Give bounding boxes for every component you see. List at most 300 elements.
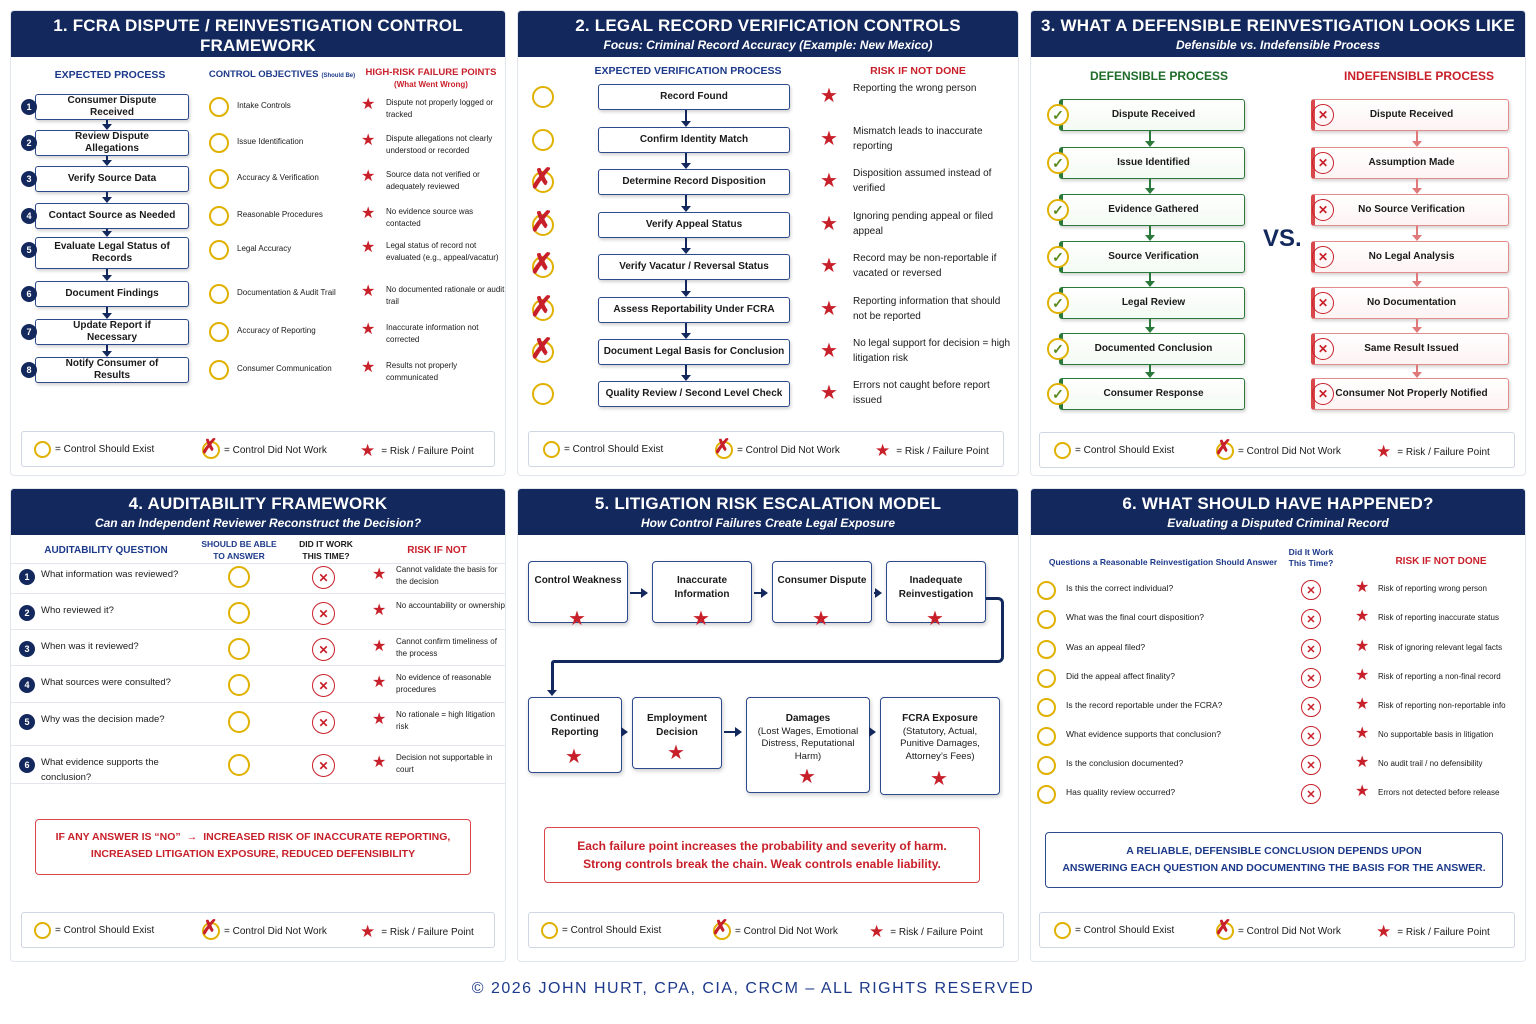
legend-item-notwork xyxy=(712,917,838,940)
star-icon: ★ xyxy=(372,754,387,771)
x-icon: ✕ xyxy=(1301,755,1321,775)
star-icon: ★ xyxy=(361,359,376,376)
star-icon: ★ xyxy=(812,608,830,630)
banner-line: A RELIABLE, DEFENSIBLE CONCLUSION DEPENDS UPON xyxy=(1126,845,1422,857)
defensible-step: Dispute Received xyxy=(1059,99,1245,131)
star-icon: ★ xyxy=(1355,638,1370,655)
control-objective: Documentation & Audit Trail xyxy=(237,288,336,297)
circle-icon xyxy=(209,360,229,380)
divider xyxy=(11,702,506,703)
x-icon xyxy=(714,436,733,459)
header-note: (Should Be) xyxy=(321,73,356,79)
x-mark: ✗ xyxy=(530,163,554,194)
star-icon: ★ xyxy=(1376,442,1392,461)
question-text: Was an appeal filed? xyxy=(1066,642,1146,652)
legend-item-notwork xyxy=(201,436,327,459)
panel-subtitle: Defensible vs. Indefensible Process xyxy=(1175,38,1381,52)
indefensible-step: Dispute Received xyxy=(1311,99,1509,131)
panel-defensible-process xyxy=(1030,10,1526,476)
legend-label: = Risk / Failure Point xyxy=(1397,446,1490,458)
note-banner xyxy=(544,827,980,883)
star-icon: ★ xyxy=(667,742,685,764)
legend-label: = Control Did Not Work xyxy=(224,925,327,937)
question-text: Is this the correct individual? xyxy=(1066,583,1174,593)
risk-text: Reporting information that should not be reported xyxy=(853,296,1001,322)
column-header-risk: RISK IF NOT xyxy=(407,545,467,556)
x-icon: ✕ xyxy=(312,674,335,697)
legend-item-risk xyxy=(869,922,983,942)
question-text: Who reviewed it? xyxy=(41,605,114,616)
risk-text: Cannot confirm timeliness of the process xyxy=(396,637,497,658)
process-step: Document Findings xyxy=(35,281,189,307)
control-objective: Intake Controls xyxy=(237,101,291,110)
star-icon: ★ xyxy=(360,922,376,941)
circle-icon xyxy=(228,602,250,624)
step-head: FCRA Exposure xyxy=(902,713,978,724)
x-icon xyxy=(201,436,220,459)
control-objective: Consumer Communication xyxy=(237,364,332,373)
step-number: 7 xyxy=(21,324,37,340)
x-icon xyxy=(530,248,554,279)
x-mark: ✗ xyxy=(714,436,731,458)
risk-text: Inaccurate information not corrected xyxy=(386,323,479,344)
verification-step: Record Found xyxy=(598,84,790,110)
banner-text: INCREASED RISK OF INACCURATE REPORTING, xyxy=(203,831,451,843)
defensible-step: Issue Identified xyxy=(1059,147,1245,179)
control-objective: Issue Identification xyxy=(237,137,304,146)
risk-text: Risk of reporting a non-final record xyxy=(1378,672,1501,681)
star-icon: ★ xyxy=(360,441,376,460)
panel-legal-verification xyxy=(517,10,1019,476)
x-icon: ✕ xyxy=(1312,104,1334,126)
check-icon: ✓ xyxy=(1047,246,1069,268)
note-line: Each failure point increases the probability and severity of harm. xyxy=(577,839,947,853)
circle-icon xyxy=(209,97,229,117)
connector-line xyxy=(986,597,1004,663)
panel-defensible-process-header xyxy=(1031,11,1525,57)
verification-step: Document Legal Basis for Conclusion xyxy=(598,339,790,365)
legend-item-risk xyxy=(360,441,474,461)
control-objective: Accuracy & Verification xyxy=(237,173,319,182)
risk-text: Source data not verified or adequately reviewed xyxy=(386,170,480,191)
step-number: 4 xyxy=(21,208,37,224)
panel-subtitle: How Control Failures Create Legal Exposure xyxy=(640,516,896,530)
risk-text: Mismatch leads to inaccurate reporting xyxy=(853,126,983,152)
star-icon: ★ xyxy=(568,608,586,630)
circle-icon xyxy=(1037,640,1056,659)
x-icon xyxy=(530,333,554,364)
risk-text: Risk of reporting inaccurate status xyxy=(1378,613,1499,622)
risk-text: Record may be non-reportable if vacated or reversed xyxy=(853,253,997,279)
verification-step: Verify Vacatur / Reversal Status xyxy=(598,254,790,280)
circle-icon xyxy=(1037,756,1056,775)
x-icon: ✕ xyxy=(1312,246,1334,268)
legend-item-exist xyxy=(1054,442,1174,459)
question-number: 4 xyxy=(19,677,35,693)
circle-icon xyxy=(209,169,229,189)
indefensible-step: Assumption Made xyxy=(1311,147,1509,179)
risk-text: No legal support for decision = high litigation risk xyxy=(853,338,1011,364)
verification-step: Quality Review / Second Level Check xyxy=(598,381,790,407)
panel-subtitle: What a Reasonable Dispute Process Should Include xyxy=(109,58,407,72)
connector-line xyxy=(554,660,988,663)
legend-item-notwork xyxy=(714,436,840,459)
legend xyxy=(1039,912,1515,948)
circle-icon xyxy=(1037,698,1056,717)
x-mark: ✗ xyxy=(712,917,729,939)
x-icon: ✕ xyxy=(312,602,335,625)
x-icon: ✕ xyxy=(1312,292,1334,314)
panel-auditability-header xyxy=(11,489,505,535)
star-icon: ★ xyxy=(372,711,387,728)
star-icon: ★ xyxy=(361,168,376,185)
x-icon xyxy=(1215,437,1234,460)
indefensible-step: Same Result Issued xyxy=(1311,333,1509,365)
circle-icon xyxy=(1037,610,1056,629)
risk-text: Results not properly communicated xyxy=(386,361,458,382)
step-number: 2 xyxy=(21,135,37,151)
defensible-step: Source Verification xyxy=(1059,241,1245,273)
circle-icon xyxy=(209,133,229,153)
star-icon: ★ xyxy=(875,441,891,460)
x-icon: ✕ xyxy=(1301,784,1321,804)
risk-text: No documented rationale or audit trail xyxy=(386,285,505,306)
step-detail: (Lost Wages, Emotional Distress, Reputational Harm) xyxy=(757,725,859,763)
banner-line xyxy=(36,829,470,846)
x-icon xyxy=(1215,917,1234,940)
circle-icon xyxy=(209,206,229,226)
verification-step: Assess Reportability Under FCRA xyxy=(598,297,790,323)
legend-item-notwork xyxy=(1215,917,1341,940)
question-number: 1 xyxy=(19,569,35,585)
column-header-risk-note: (What Went Wrong) xyxy=(394,80,468,89)
verification-step: Verify Appeal Status xyxy=(598,212,790,238)
note-line: Strong controls break the chain. Weak controls enable liability. xyxy=(583,857,941,871)
x-mark: ✗ xyxy=(1215,437,1232,459)
circle-icon xyxy=(228,566,250,588)
panel-title: 1. FCRA DISPUTE / REINVESTIGATION CONTROL FRAMEWORK xyxy=(53,16,463,55)
x-icon: ✕ xyxy=(312,711,335,734)
circle-icon xyxy=(34,922,51,939)
column-header-should: SHOULD BE ABLE TO ANSWER xyxy=(201,539,277,561)
legend-label: = Control Did Not Work xyxy=(224,444,327,456)
risk-text: No accountability or ownership xyxy=(396,601,505,610)
star-icon: ★ xyxy=(1355,579,1370,596)
legend-label: = Risk / Failure Point xyxy=(1397,926,1490,938)
process-step: Evaluate Legal Status of Records xyxy=(35,237,189,269)
question-text: What information was reviewed? xyxy=(41,569,179,580)
circle-icon xyxy=(543,441,560,458)
legend-label: = Control Should Exist xyxy=(562,925,662,936)
indefensible-step: No Documentation xyxy=(1311,287,1509,319)
risk-text: No audit trail / no defensibility xyxy=(1378,759,1483,768)
circle-icon xyxy=(209,284,229,304)
x-icon: ✕ xyxy=(1312,338,1334,360)
legend-label: = Control Did Not Work xyxy=(737,444,840,456)
legend-item-exist xyxy=(1054,922,1174,939)
star-icon: ★ xyxy=(1376,922,1392,941)
x-icon: ✕ xyxy=(1301,668,1321,688)
legend-label: = Control Did Not Work xyxy=(735,925,838,937)
panel-dispute-framework-header xyxy=(11,11,505,72)
escalation-step: Control Weakness xyxy=(528,561,628,623)
vs-label: VS. xyxy=(1263,225,1302,252)
star-icon: ★ xyxy=(372,674,387,691)
footer-copyright: © 2026 JOHN HURT, CPA, CIA, CRCM – ALL RIGHTS RESERVED xyxy=(471,980,1035,997)
question-number: 3 xyxy=(19,641,35,657)
star-icon: ★ xyxy=(1355,696,1370,713)
step-number: 5 xyxy=(21,242,37,258)
circle-icon xyxy=(1037,669,1056,688)
question-number: 6 xyxy=(19,757,35,773)
star-icon: ★ xyxy=(372,638,387,655)
arrow-icon xyxy=(624,731,626,733)
star-icon: ★ xyxy=(361,96,376,113)
panel-title: 3. WHAT A DEFENSIBLE REINVESTIGATION LOOKS LIKE xyxy=(1040,16,1516,35)
step-number: 6 xyxy=(21,286,37,302)
process-step: Contact Source as Needed xyxy=(35,203,189,229)
star-icon: ★ xyxy=(692,608,710,630)
panel-what-should-have-happened xyxy=(1030,488,1526,962)
x-mark: ✗ xyxy=(530,206,554,237)
circle-icon xyxy=(1054,442,1071,459)
x-mark: ✗ xyxy=(530,333,554,364)
indefensible-step: Consumer Not Properly Notified xyxy=(1311,378,1509,410)
legend-label: = Control Should Exist xyxy=(55,444,155,455)
legend-item-risk xyxy=(1376,442,1490,462)
star-icon: ★ xyxy=(926,608,944,630)
question-text: Is the conclusion documented? xyxy=(1066,758,1184,768)
check-icon: ✓ xyxy=(1047,199,1069,221)
defensible-step: Documented Conclusion xyxy=(1059,333,1245,365)
column-header-question: AUDITABILITY QUESTION xyxy=(44,545,168,556)
star-icon: ★ xyxy=(820,170,838,192)
risk-text: Disposition assumed instead of verified xyxy=(853,168,992,194)
defensible-step: Consumer Response xyxy=(1059,378,1245,410)
circle-icon xyxy=(228,638,250,660)
divider xyxy=(11,593,506,594)
star-icon: ★ xyxy=(1355,608,1370,625)
circle-icon xyxy=(228,754,250,776)
circle-icon xyxy=(228,711,250,733)
column-header-did: DID IT WORK THIS TIME? xyxy=(299,539,353,561)
star-icon: ★ xyxy=(820,255,838,277)
column-header-risk: RISK IF NOT DONE xyxy=(1395,556,1487,567)
check-icon: ✓ xyxy=(1047,292,1069,314)
question-number: 5 xyxy=(19,714,35,730)
star-icon: ★ xyxy=(361,321,376,338)
panel-dispute-framework xyxy=(10,10,506,476)
legend-item-exist xyxy=(34,922,154,939)
circle-icon xyxy=(541,922,558,939)
circle-icon xyxy=(209,322,229,342)
risk-text: No supportable basis in litigation xyxy=(1378,730,1494,739)
question-text: What was the final court disposition? xyxy=(1066,612,1204,622)
panel-auditability xyxy=(10,488,506,962)
x-icon: ✕ xyxy=(1301,580,1321,600)
process-step: Update Report if Necessary xyxy=(35,319,189,345)
risk-text: Errors not detected before release xyxy=(1378,788,1500,797)
x-icon xyxy=(530,163,554,194)
star-icon: ★ xyxy=(820,128,838,150)
question-text: What evidence supports the conclusion? xyxy=(41,757,159,783)
check-icon: ✓ xyxy=(1047,152,1069,174)
legend-item-notwork xyxy=(201,917,327,940)
circle-icon xyxy=(1037,581,1056,600)
legend-label: = Control Did Not Work xyxy=(1238,445,1341,457)
star-icon: ★ xyxy=(372,566,387,583)
step-number: 3 xyxy=(21,171,37,187)
escalation-step: Inaccurate Information xyxy=(652,561,752,623)
process-step: Notify Consumer of Results xyxy=(35,357,189,383)
process-step: Consumer Dispute Received xyxy=(35,94,189,120)
star-icon: ★ xyxy=(565,746,583,768)
circle-icon xyxy=(209,240,229,260)
column-header-process: EXPECTED VERIFICATION PROCESS xyxy=(594,65,782,77)
x-mark: ✗ xyxy=(530,291,554,322)
x-mark: ✗ xyxy=(201,917,218,939)
question-text: What evidence supports that conclusion? xyxy=(1066,729,1221,739)
control-objective: Legal Accuracy xyxy=(237,244,292,253)
step-number: 8 xyxy=(21,362,37,378)
x-icon xyxy=(530,206,554,237)
legend xyxy=(528,912,1004,948)
arrow-icon xyxy=(724,731,740,733)
star-icon: ★ xyxy=(1355,754,1370,771)
arrow-icon xyxy=(874,592,880,594)
circle-icon xyxy=(532,86,554,108)
indefensible-step: No Source Verification xyxy=(1311,194,1509,226)
step-head: Damages xyxy=(785,713,831,724)
risk-text: Decision not supportable in court xyxy=(396,753,493,774)
legend-label: = Control Should Exist xyxy=(1075,445,1175,456)
circle-icon xyxy=(34,441,51,458)
circle-icon xyxy=(1037,727,1056,746)
question-text: What sources were consulted? xyxy=(41,677,171,688)
x-mark: ✗ xyxy=(1215,917,1232,939)
x-icon xyxy=(201,917,220,940)
legend-item-risk xyxy=(875,441,989,461)
header-text: CONTROL OBJECTIVES xyxy=(208,69,319,80)
arrow-icon: → xyxy=(186,831,198,843)
banner-line: INCREASED LITIGATION EXPOSURE, REDUCED DEFENSIBILITY xyxy=(90,847,416,860)
star-icon: ★ xyxy=(930,768,948,790)
risk-text: Risk of reporting non-reportable info xyxy=(1378,701,1506,710)
panel-what-should-have-happened-header xyxy=(1031,489,1525,535)
risk-text: Ignoring pending appeal or filed appeal xyxy=(853,211,994,237)
defensible-step: Legal Review xyxy=(1059,287,1245,319)
question-text: Is the record reportable under the FCRA? xyxy=(1066,700,1223,710)
step-number: 1 xyxy=(21,99,37,115)
x-icon: ✕ xyxy=(1301,639,1321,659)
star-icon: ★ xyxy=(372,602,387,619)
legend-item-notwork xyxy=(1215,437,1341,460)
star-icon: ★ xyxy=(820,382,838,404)
legend xyxy=(1039,432,1515,468)
x-icon: ✕ xyxy=(1312,383,1334,405)
x-icon: ✕ xyxy=(312,754,335,777)
risk-text: Reporting the wrong person xyxy=(853,83,977,94)
x-icon xyxy=(712,917,731,940)
check-icon: ✓ xyxy=(1047,104,1069,126)
question-number: 2 xyxy=(19,605,35,621)
risk-text: No evidence source was contacted xyxy=(386,207,474,228)
panel-legal-verification-header xyxy=(518,11,1018,57)
question-text: Has quality review occurred? xyxy=(1066,787,1176,797)
connector-line xyxy=(551,660,554,692)
risk-text: No evidence of reasonable procedures xyxy=(396,673,492,694)
x-icon: ✕ xyxy=(1312,152,1334,174)
legend-item-exist xyxy=(541,922,661,939)
star-icon: ★ xyxy=(820,298,838,320)
panel-title: 4. AUDITABILITY FRAMEWORK xyxy=(128,494,388,513)
column-header-question: Questions a Reasonable Reinvestigation Should Answer xyxy=(1048,557,1278,567)
arrow-icon xyxy=(754,592,766,594)
x-mark: ✗ xyxy=(530,248,554,279)
defensible-step: Evidence Gathered xyxy=(1059,194,1245,226)
star-icon: ★ xyxy=(361,205,376,222)
circle-icon xyxy=(532,129,554,151)
control-objective: Accuracy of Reporting xyxy=(237,326,316,335)
legend-label: = Risk / Failure Point xyxy=(890,926,983,938)
x-icon: ✕ xyxy=(312,566,335,589)
question-text: When was it reviewed? xyxy=(41,641,139,652)
circle-icon xyxy=(532,383,554,405)
legend-item-risk xyxy=(1376,922,1490,942)
risk-text: Errors not caught before report issued xyxy=(853,380,990,406)
legend-label: = Risk / Failure Point xyxy=(381,445,474,457)
risk-text: Legal status of record not evaluated (e.g., appeal/vacatur) xyxy=(386,241,499,262)
risk-text: Dispute not properly logged or tracked xyxy=(386,98,494,119)
panel-title: 6. WHAT SHOULD HAVE HAPPENED? xyxy=(1122,494,1434,513)
risk-text: Cannot validate the basis for the decision xyxy=(396,565,498,586)
column-header-risk: HIGH-RISK FAILURE POINTS xyxy=(365,67,497,78)
verification-step: Determine Record Disposition xyxy=(598,169,790,195)
divider xyxy=(11,745,506,746)
legend xyxy=(528,431,1004,467)
conclusion-banner xyxy=(1045,832,1503,888)
panel-subtitle: Focus: Criminal Record Accuracy (Example: New Mexico) xyxy=(603,38,933,52)
star-icon: ★ xyxy=(361,132,376,149)
star-icon: ★ xyxy=(1355,725,1370,742)
indefensible-step: No Legal Analysis xyxy=(1311,241,1509,273)
divider xyxy=(11,629,506,630)
arrow-icon xyxy=(872,731,874,733)
x-icon xyxy=(530,291,554,322)
step-head: Employment Decision xyxy=(646,713,707,738)
x-icon: ✕ xyxy=(312,638,335,661)
question-text: Why was the decision made? xyxy=(41,714,165,725)
verification-step: Confirm Identity Match xyxy=(598,127,790,153)
circle-icon xyxy=(228,674,250,696)
legend-label: = Control Should Exist xyxy=(1075,925,1175,936)
x-icon: ✕ xyxy=(1301,726,1321,746)
legend-label: = Risk / Failure Point xyxy=(381,926,474,938)
legend-label: = Control Did Not Work xyxy=(1238,925,1341,937)
column-header-defensible: DEFENSIBLE PROCESS xyxy=(1089,69,1229,83)
star-icon: ★ xyxy=(869,922,885,941)
risk-text: No rationale = high litigation risk xyxy=(396,710,495,731)
legend-label: = Risk / Failure Point xyxy=(896,445,989,457)
panel-subtitle: Evaluating a Disputed Criminal Record xyxy=(1167,516,1389,530)
legend xyxy=(21,431,495,467)
risk-text: Risk of ignoring relevant legal facts xyxy=(1378,643,1503,652)
legend-item-risk xyxy=(360,922,474,942)
step-detail: (Statutory, Actual, Punitive Damages, Attorney’s Fees) xyxy=(900,725,980,763)
star-icon: ★ xyxy=(820,340,838,362)
control-objective: Reasonable Procedures xyxy=(237,210,323,219)
star-icon: ★ xyxy=(361,283,376,300)
